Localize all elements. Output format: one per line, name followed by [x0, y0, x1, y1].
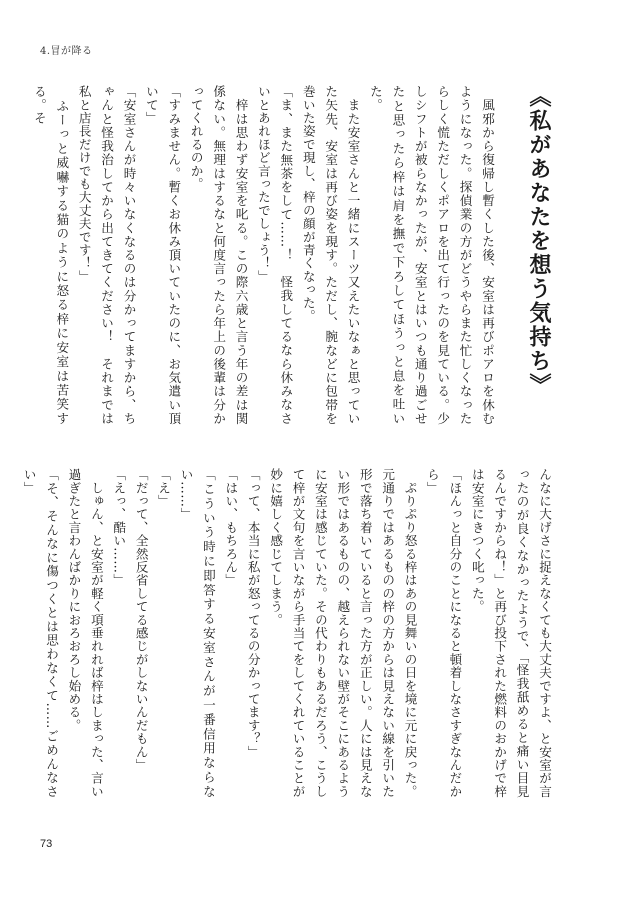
- dialogue-line: 「そ、そんなに傷つくとは思わなくて……ごめんなさい」: [21, 468, 60, 798]
- paragraph: ぷりぷり怒る梓はあの見舞いの日を境に元に戻った。元通りではあるものの梓の方からは見えない線を引いた形で落ち着いていると言った方が正しい。人には見えない形ではあるものの、越えられない壁がそこにあるように安室は感じていた。その代わりもあるだろう、こうして梓が文句を言いながら手当てをしてくれていることが妙に嬉しく感じてしまう。: [268, 468, 418, 798]
- dialogue-line: 「すみません。暫くお休み頂いていたのに、お気遣い頂いて」: [143, 85, 182, 425]
- paragraph: しゅん、と安室が軽く項垂れれば梓はしまった、言い過ぎたと言わんばかりにおろおろし始める。: [66, 468, 104, 798]
- dialogue-line: 「はい、もちろん」: [223, 468, 239, 587]
- dialogue-line: 「え」: [156, 468, 172, 508]
- dialogue-line: 「ま、また無茶をして……！ 怪我してるなら休みなさいとあれほど言ったでしょう！」: [255, 85, 294, 425]
- dialogue-line: 「こういう時に即答する安室さんが一番信用ならない……」: [178, 468, 216, 798]
- dialogue-line: 「えっ、酷い……」: [111, 468, 127, 587]
- upper-text-block: [31, 85, 555, 425]
- page-number: 73: [40, 838, 53, 850]
- paragraph: ふーっと威嚇する猫のように怒る梓に安室は苦笑する。そ: [31, 85, 70, 425]
- lower-text-block: [21, 468, 555, 798]
- dialogue-line: 「ほんっと自分のことになると頓着しなさすぎなんだから」: [424, 468, 463, 798]
- chapter-title: 《私があなたを想う気持ち》: [526, 85, 552, 397]
- paragraph: 風邪から復帰し暫くした後、安室は再びポアロを休むようになった。探偵業の方がどうやらまた忙しくなったらしく慌ただしくポアロを出て行ったのを見ている。少しシフトが被らなかったが、安室とはいつも通り過ごせたと思ったら梓は肩を撫で下ろしてほうっと息を吐いた。: [367, 85, 495, 425]
- paragraph: 梓は思わず安室を叱る。この際六歳と言う年の差は関係ない。無理はするなと何度言ったら年上の後輩は分かってくれるのか。: [188, 85, 249, 425]
- paragraph: んなに大げさに捉えなくても大丈夫ですよ、と安室が言ったのが良くなかったようで、「怪我舐めると痛い目見るんですからね！」と再び投下された燃料のおかげで梓は安室にきつく叱った。: [469, 468, 552, 798]
- running-header: 4.冒が降る: [40, 46, 93, 57]
- paragraph: また安室さんと一緒にスーツ又えたいなぁと思っていた矢先、安室は再び姿を現す。ただし、腕などに包帯を巻いた姿で現し、梓の顔が青くなった。: [300, 85, 361, 425]
- dialogue-line: 「安室さんが時々いなくなるのは分かってますから、ちゃんと怪我治してから出てきてください！ それまでは私と店長だけでも大丈夫です！」: [76, 85, 137, 425]
- dialogue-line: 「だって、全然反省してる感じがしないんだもん」: [133, 468, 149, 772]
- dialogue-line: 「って、本当に私が怒ってるの分かってます？」: [245, 468, 261, 759]
